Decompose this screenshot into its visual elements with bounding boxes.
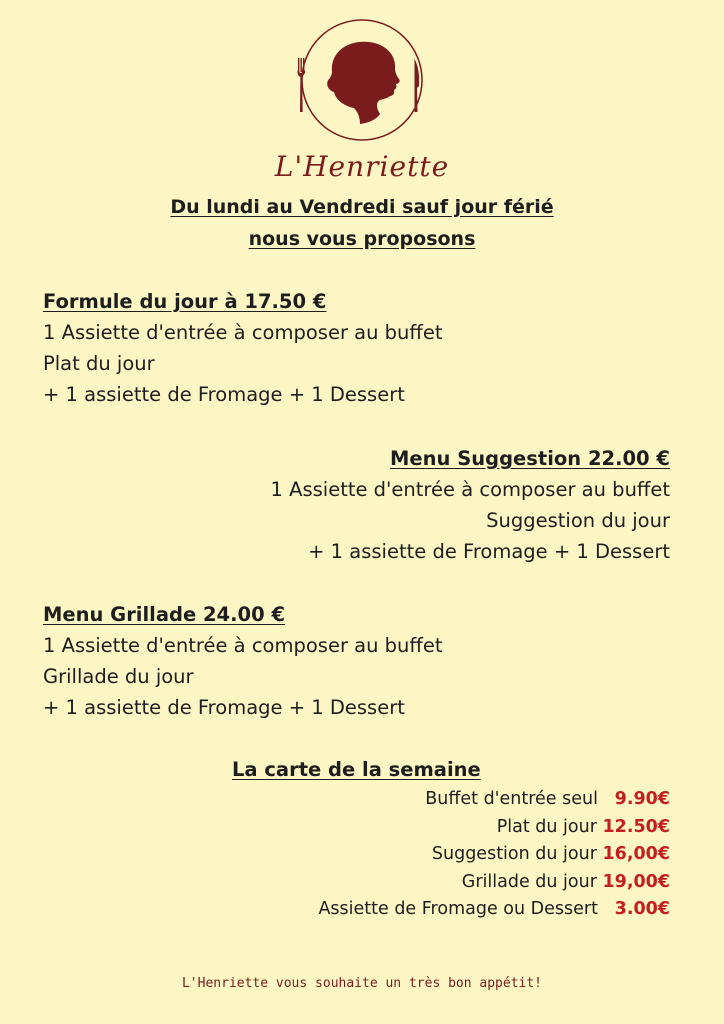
carte-price: 12.50€	[602, 817, 670, 837]
carte-label: Grillade du jour	[461, 872, 603, 892]
woman-silhouette-icon	[327, 42, 399, 124]
carte-price: 9.90€	[614, 789, 670, 809]
menu-grillade-item: + 1 assiette de Fromage + 1 Dessert	[43, 696, 405, 719]
knife-icon	[414, 58, 419, 112]
carte-label: Plat du jour	[496, 817, 603, 837]
fork-icon	[298, 58, 306, 112]
menu-suggestion-item: + 1 assiette de Fromage + 1 Dessert	[308, 540, 670, 563]
carte-label: Suggestion du jour	[431, 844, 603, 864]
menu-grillade-item: 1 Assiette d'entrée à composer au buffet	[43, 634, 443, 657]
carte-row	[432, 843, 670, 865]
formule-title: Formule du jour à 17.50 €	[43, 290, 327, 313]
carte-row	[462, 871, 670, 893]
menu-suggestion-title: Menu Suggestion 22.00 €	[390, 447, 670, 470]
formule-item: Plat du jour	[43, 352, 155, 375]
carte-title: La carte de la semaine	[232, 758, 481, 781]
menu-grillade-item: Grillade du jour	[43, 665, 194, 688]
menu-grillade-title: Menu Grillade 24.00 €	[43, 603, 286, 626]
carte-row	[318, 898, 670, 920]
carte-price: 16,00€	[602, 844, 670, 864]
carte-label: Assiette de Fromage ou Dessert	[318, 899, 615, 919]
formule-item: + 1 assiette de Fromage + 1 Dessert	[43, 383, 405, 406]
formule-item: 1 Assiette d'entrée à composer au buffet	[43, 321, 443, 344]
intro-line-1: Du lundi au Vendredi sauf jour férié	[170, 196, 554, 218]
footer-message: L'Henriette vous souhaite un très bon appétit!	[181, 976, 543, 991]
carte-price: 3.00€	[614, 899, 670, 919]
carte-row	[497, 816, 670, 838]
intro-line-2: nous vous proposons	[248, 228, 476, 250]
carte-price: 19,00€	[602, 872, 670, 892]
menu-suggestion-item: 1 Assiette d'entrée à composer au buffet	[270, 478, 670, 501]
menu-suggestion-item: Suggestion du jour	[486, 509, 670, 532]
brand-name: L'Henriette	[274, 150, 450, 183]
carte-label: Buffet d'entrée seul	[425, 789, 615, 809]
carte-row	[425, 788, 670, 810]
